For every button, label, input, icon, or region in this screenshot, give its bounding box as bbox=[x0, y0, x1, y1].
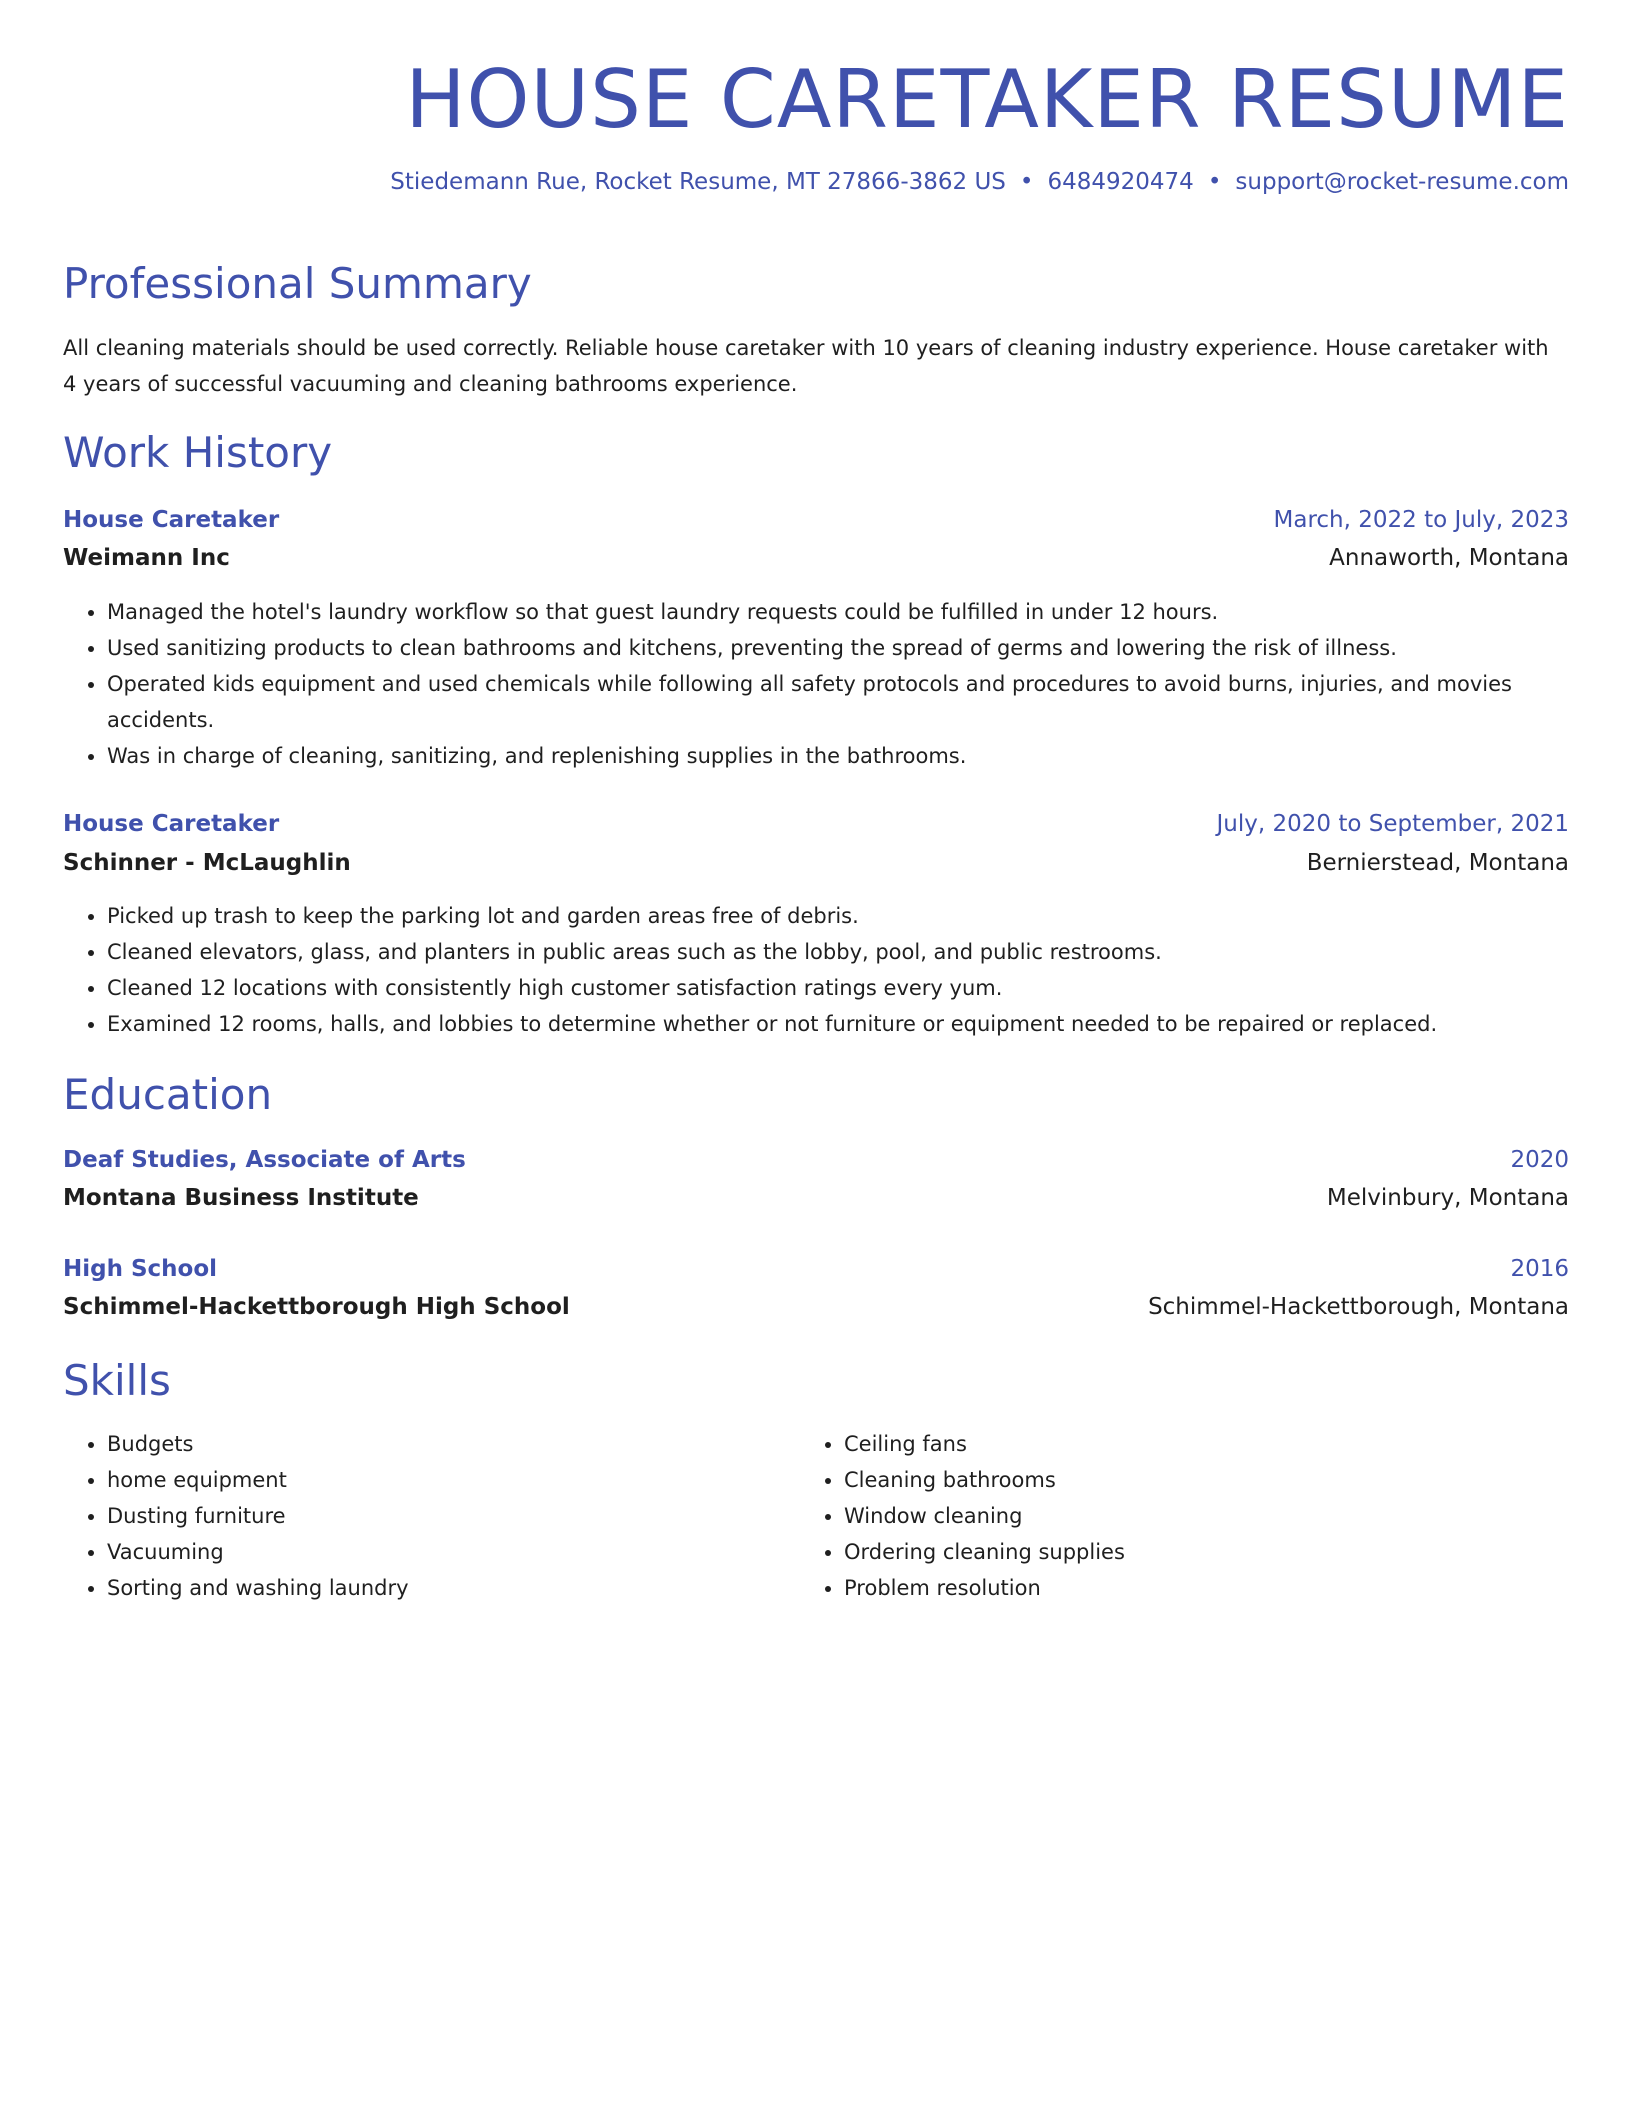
skill-item: • Problem resolution bbox=[844, 1570, 1604, 1606]
education-location: Schimmel-Hackettborough, Montana bbox=[1148, 1294, 1569, 1320]
contact-separator: • bbox=[1207, 169, 1222, 195]
job-company-row bbox=[63, 847, 1569, 879]
skill-item: • Vacuuming bbox=[107, 1534, 787, 1570]
list-item: • Operated kids equipment and used chemicals while following all safety protocols and procedures to avoid burns, injuries, and movies accidents. bbox=[107, 666, 1607, 738]
contact-phone[interactable]: 6484920474 bbox=[1047, 169, 1194, 195]
skill-item: • Ordering cleaning supplies bbox=[844, 1534, 1604, 1570]
contact-address: Stiedemann Rue, Rocket Resume, MT 27866-3862 US bbox=[390, 169, 1006, 195]
skills-list-left bbox=[63, 1426, 787, 1606]
education-school: Montana Business Institute bbox=[63, 1185, 419, 1211]
contact-separator: • bbox=[1019, 169, 1034, 195]
education-school: Schimmel-Hackettborough High School bbox=[63, 1294, 570, 1320]
resume-title: HOUSE CARETAKER RESUME bbox=[405, 53, 1569, 146]
education-school-row bbox=[63, 1291, 1569, 1323]
job-role: House Caretaker bbox=[63, 507, 280, 533]
education-header-row bbox=[63, 1253, 1569, 1285]
section-title-summary: Professional Summary bbox=[63, 259, 532, 308]
education-school-row bbox=[63, 1182, 1569, 1214]
job-header-row bbox=[63, 504, 1569, 536]
section-title-skills: Skills bbox=[63, 1356, 171, 1405]
education-year: 2016 bbox=[1510, 1256, 1569, 1282]
list-item: • Used sanitizing products to clean bathrooms and kitchens, preventing the spread of germs and lowering the risk of illness. bbox=[107, 630, 1607, 666]
summary-text: All cleaning materials should be used correctly. Reliable house caretaker with 10 years of cleaning industry experience. House caretaker with 4 years of successful vacuuming and cleaning bathrooms experience. bbox=[63, 336, 1549, 396]
education-year: 2020 bbox=[1510, 1147, 1569, 1173]
job-location: Bernierstead, Montana bbox=[1306, 850, 1569, 876]
job-company: Weimann Inc bbox=[63, 545, 230, 571]
job-bullets bbox=[63, 594, 1607, 774]
list-item: • Picked up trash to keep the parking lot and garden areas free of debris. bbox=[107, 898, 1607, 934]
education-location: Melvinbury, Montana bbox=[1326, 1185, 1569, 1211]
list-item: • Examined 12 rooms, halls, and lobbies to determine whether or not furniture or equipment needed to be repaired or replaced. bbox=[107, 1006, 1607, 1042]
skills-list-right bbox=[800, 1426, 1604, 1606]
skill-item: • Sorting and washing laundry bbox=[107, 1570, 787, 1606]
contact-line bbox=[390, 167, 1569, 197]
job-header-row bbox=[63, 808, 1569, 840]
skill-item: • Cleaning bathrooms bbox=[844, 1462, 1604, 1498]
job-company-row bbox=[63, 542, 1569, 574]
education-header-row bbox=[63, 1144, 1569, 1176]
education-degree: Deaf Studies, Associate of Arts bbox=[63, 1147, 466, 1173]
list-item: • Was in charge of cleaning, sanitizing, and replenishing supplies in the bathrooms. bbox=[107, 738, 1607, 774]
section-title-education: Education bbox=[63, 1070, 273, 1119]
contact-email[interactable]: support@rocket-resume.com bbox=[1235, 169, 1569, 195]
education-degree: High School bbox=[63, 1256, 218, 1282]
job-company: Schinner - McLaughlin bbox=[63, 850, 351, 876]
skill-item: • Dusting furniture bbox=[107, 1498, 787, 1534]
list-item: • Cleaned elevators, glass, and planters in public areas such as the lobby, pool, and public restrooms. bbox=[107, 934, 1607, 970]
job-role: House Caretaker bbox=[63, 811, 280, 837]
skill-item: • Ceiling fans bbox=[844, 1426, 1604, 1462]
job-dates: March, 2022 to July, 2023 bbox=[1273, 507, 1569, 533]
job-location: Annaworth, Montana bbox=[1329, 545, 1569, 571]
section-title-work: Work History bbox=[63, 428, 333, 477]
list-item: • Cleaned 12 locations with consistently high customer satisfaction ratings every yum. bbox=[107, 970, 1607, 1006]
skill-item: • Window cleaning bbox=[844, 1498, 1604, 1534]
skill-item: • home equipment bbox=[107, 1462, 787, 1498]
skill-item: • Budgets bbox=[107, 1426, 787, 1462]
list-item: • Managed the hotel's laundry workflow so that guest laundry requests could be fulfilled in under 12 hours. bbox=[107, 594, 1607, 630]
job-bullets bbox=[63, 898, 1607, 1042]
job-dates: July, 2020 to September, 2021 bbox=[1216, 811, 1569, 837]
